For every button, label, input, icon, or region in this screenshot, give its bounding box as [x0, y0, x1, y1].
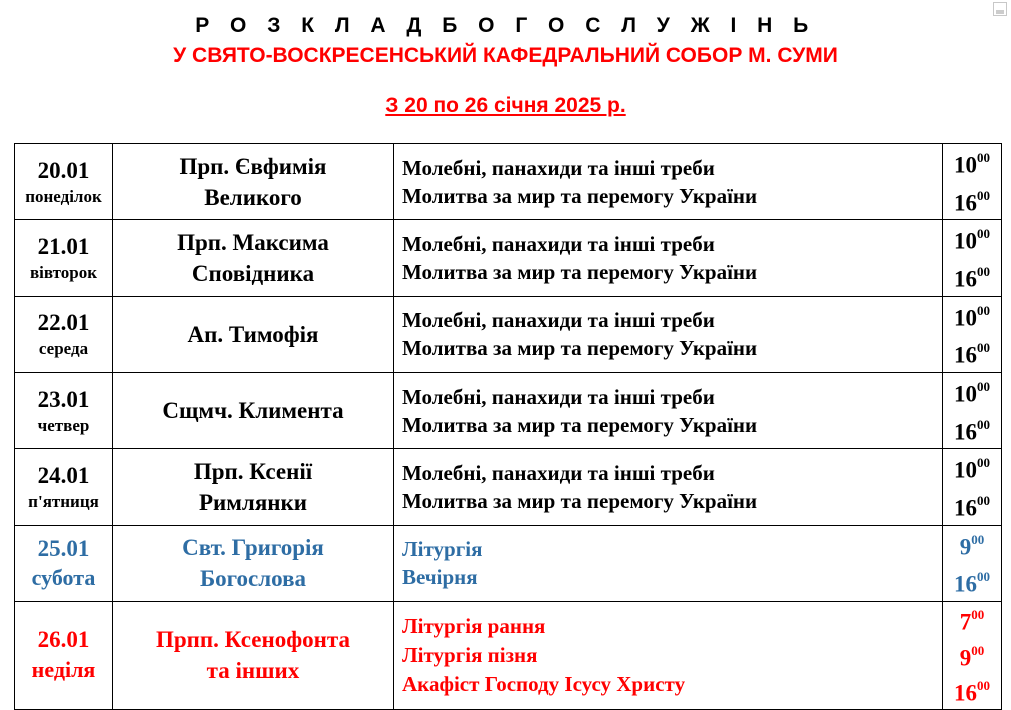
- saint-cell: [113, 372, 394, 448]
- services-cell: [394, 525, 943, 601]
- schedule-row: [15, 449, 1002, 525]
- service-item: Молебні, панахиди та інші треби: [402, 308, 715, 333]
- saint-name-line: Прпп. Ксенофонта: [156, 627, 350, 653]
- weekday: середа: [38, 339, 89, 359]
- service-time: [943, 563, 1001, 601]
- times-cell: [943, 144, 1002, 220]
- service-item: Молебні, панахиди та інші треби: [402, 384, 715, 409]
- cathedral-name: У СВЯТО-ВОСКРЕСЕНСЬКИЙ КАФЕДРАЛЬНИЙ СОБОР М. СУМИ: [173, 44, 838, 67]
- service-time: [943, 526, 1001, 564]
- services-cell: [394, 220, 943, 296]
- date-cell: [15, 601, 113, 709]
- weekday: субота: [31, 565, 96, 591]
- date-number: 25.01: [37, 536, 90, 562]
- service-item: Літургія рання: [402, 613, 546, 638]
- date-number: 20.01: [37, 157, 90, 183]
- schedule-row: [15, 525, 1002, 601]
- time-minutes: 00: [977, 569, 990, 585]
- time-minutes: 00: [971, 642, 985, 658]
- service-item: Молебні, панахиди та інші треби: [402, 231, 715, 256]
- schedule-row: [15, 144, 1002, 220]
- date-number: 23.01: [37, 386, 90, 412]
- service-item: Вечірня: [402, 565, 478, 590]
- service-item: Молитва за мир та перемогу України: [402, 412, 758, 437]
- service-item: Молебні, панахиди та інші треби: [402, 155, 715, 180]
- weekday: п'ятниця: [28, 491, 99, 511]
- saint-name-line: та інших: [206, 658, 300, 684]
- time-hour: 9: [959, 645, 972, 671]
- service-item: Молитва за мир та перемогу України: [402, 259, 758, 284]
- service-time: [943, 334, 1001, 372]
- time-hour: 9: [959, 534, 972, 560]
- time-minutes: 00: [977, 302, 990, 318]
- saint-name-line: Ап. Тимофія: [187, 321, 319, 347]
- saint-cell: [113, 601, 394, 709]
- time-hour: 16: [954, 419, 977, 445]
- date-number: 26.01: [37, 627, 90, 653]
- date-cell: [15, 296, 113, 372]
- service-time: [943, 144, 1001, 182]
- time-hour: 7: [959, 609, 972, 635]
- times-cell: [943, 220, 1002, 296]
- services-cell: [394, 601, 943, 709]
- service-item: Літургія: [402, 537, 483, 562]
- date-cell: [15, 220, 113, 296]
- schedule-period: З 20 по 26 січня 2025 р.: [385, 94, 626, 117]
- date-number: 21.01: [37, 233, 90, 259]
- time-hour: 16: [954, 571, 977, 597]
- time-hour: 10: [954, 228, 977, 254]
- time-hour: 10: [954, 305, 977, 331]
- service-item: Молитва за мир та перемогу України: [402, 183, 758, 208]
- schedule-table: [14, 143, 1002, 710]
- service-time: [943, 449, 1001, 487]
- service-time: [943, 258, 1001, 296]
- service-time: [943, 220, 1001, 258]
- time-hour: 10: [954, 457, 977, 483]
- saint-name-line: Сповідника: [191, 260, 315, 286]
- time-minutes: 00: [971, 606, 985, 622]
- service-time: [943, 602, 1001, 638]
- time-hour: 16: [954, 680, 977, 706]
- services-cell: [394, 296, 943, 372]
- saint-cell: [113, 296, 394, 372]
- service-time: [943, 638, 1001, 674]
- services-cell: [394, 372, 943, 448]
- time-hour: 10: [954, 152, 977, 178]
- service-time: [943, 487, 1001, 525]
- saint-name-line: Римлянки: [198, 489, 308, 515]
- saint-name-line: Свт. Григорія: [182, 535, 324, 561]
- schedule-title: Р О З К Л А Д Б О Г О С Л У Ж І Н Ь: [195, 14, 816, 37]
- date-cell: [15, 449, 113, 525]
- service-time: [943, 411, 1001, 449]
- service-item: Молитва за мир та перемогу України: [402, 336, 758, 361]
- services-cell: [394, 144, 943, 220]
- saint-cell: [113, 449, 394, 525]
- service-item: Молитва за мир та перемогу України: [402, 488, 758, 513]
- time-hour: 16: [954, 190, 977, 216]
- time-minutes: 00: [977, 455, 990, 471]
- saint-name-line: Великого: [204, 184, 302, 210]
- saint-name-line: Прп. Євфимія: [179, 153, 327, 179]
- date-cell: [15, 525, 113, 601]
- schedule-row: [15, 296, 1002, 372]
- times-cell: [943, 525, 1002, 601]
- time-minutes: 00: [977, 187, 990, 203]
- weekday: четвер: [37, 415, 90, 435]
- saint-name-line: Прп. Ксенії: [193, 458, 313, 484]
- resize-icon[interactable]: [993, 2, 1007, 16]
- weekday: неділя: [31, 657, 96, 683]
- schedule-row: [15, 372, 1002, 448]
- time-minutes: 00: [977, 226, 990, 242]
- times-cell: [943, 601, 1002, 709]
- service-time: [943, 182, 1001, 220]
- date-cell: [15, 372, 113, 448]
- saint-name-line: Богослова: [199, 566, 307, 592]
- service-time: [943, 373, 1001, 411]
- times-cell: [943, 372, 1002, 448]
- time-minutes: 00: [977, 378, 990, 394]
- saint-cell: [113, 220, 394, 296]
- service-time: [943, 673, 1001, 709]
- date-number: 24.01: [37, 462, 90, 488]
- saint-name-line: Прп. Максима: [177, 229, 329, 255]
- saint-cell: [113, 144, 394, 220]
- time-hour: 16: [954, 495, 977, 521]
- time-minutes: 00: [977, 416, 990, 432]
- weekday: вівторок: [29, 262, 98, 282]
- date-cell: [15, 144, 113, 220]
- service-item: Молебні, панахиди та інші треби: [402, 460, 715, 485]
- time-minutes: 00: [977, 492, 990, 508]
- time-hour: 16: [954, 266, 977, 292]
- service-time: [943, 297, 1001, 335]
- service-item: Літургія пізня: [402, 642, 538, 667]
- weekday: понеділок: [25, 186, 102, 206]
- service-item: Акафіст Господу Ісусу Христу: [402, 671, 686, 696]
- date-number: 22.01: [37, 310, 90, 336]
- time-hour: 10: [954, 381, 977, 407]
- saint-name-line: Сщмч. Климента: [162, 398, 344, 424]
- time-minutes: 00: [971, 531, 985, 547]
- time-minutes: 00: [977, 678, 990, 694]
- saint-cell: [113, 525, 394, 601]
- time-minutes: 00: [977, 150, 990, 165]
- time-minutes: 00: [977, 263, 990, 279]
- services-cell: [394, 449, 943, 525]
- time-hour: 16: [954, 342, 977, 368]
- time-minutes: 00: [977, 340, 990, 356]
- schedule-row: [15, 601, 1002, 709]
- schedule-row: [15, 220, 1002, 296]
- times-cell: [943, 449, 1002, 525]
- times-cell: [943, 296, 1002, 372]
